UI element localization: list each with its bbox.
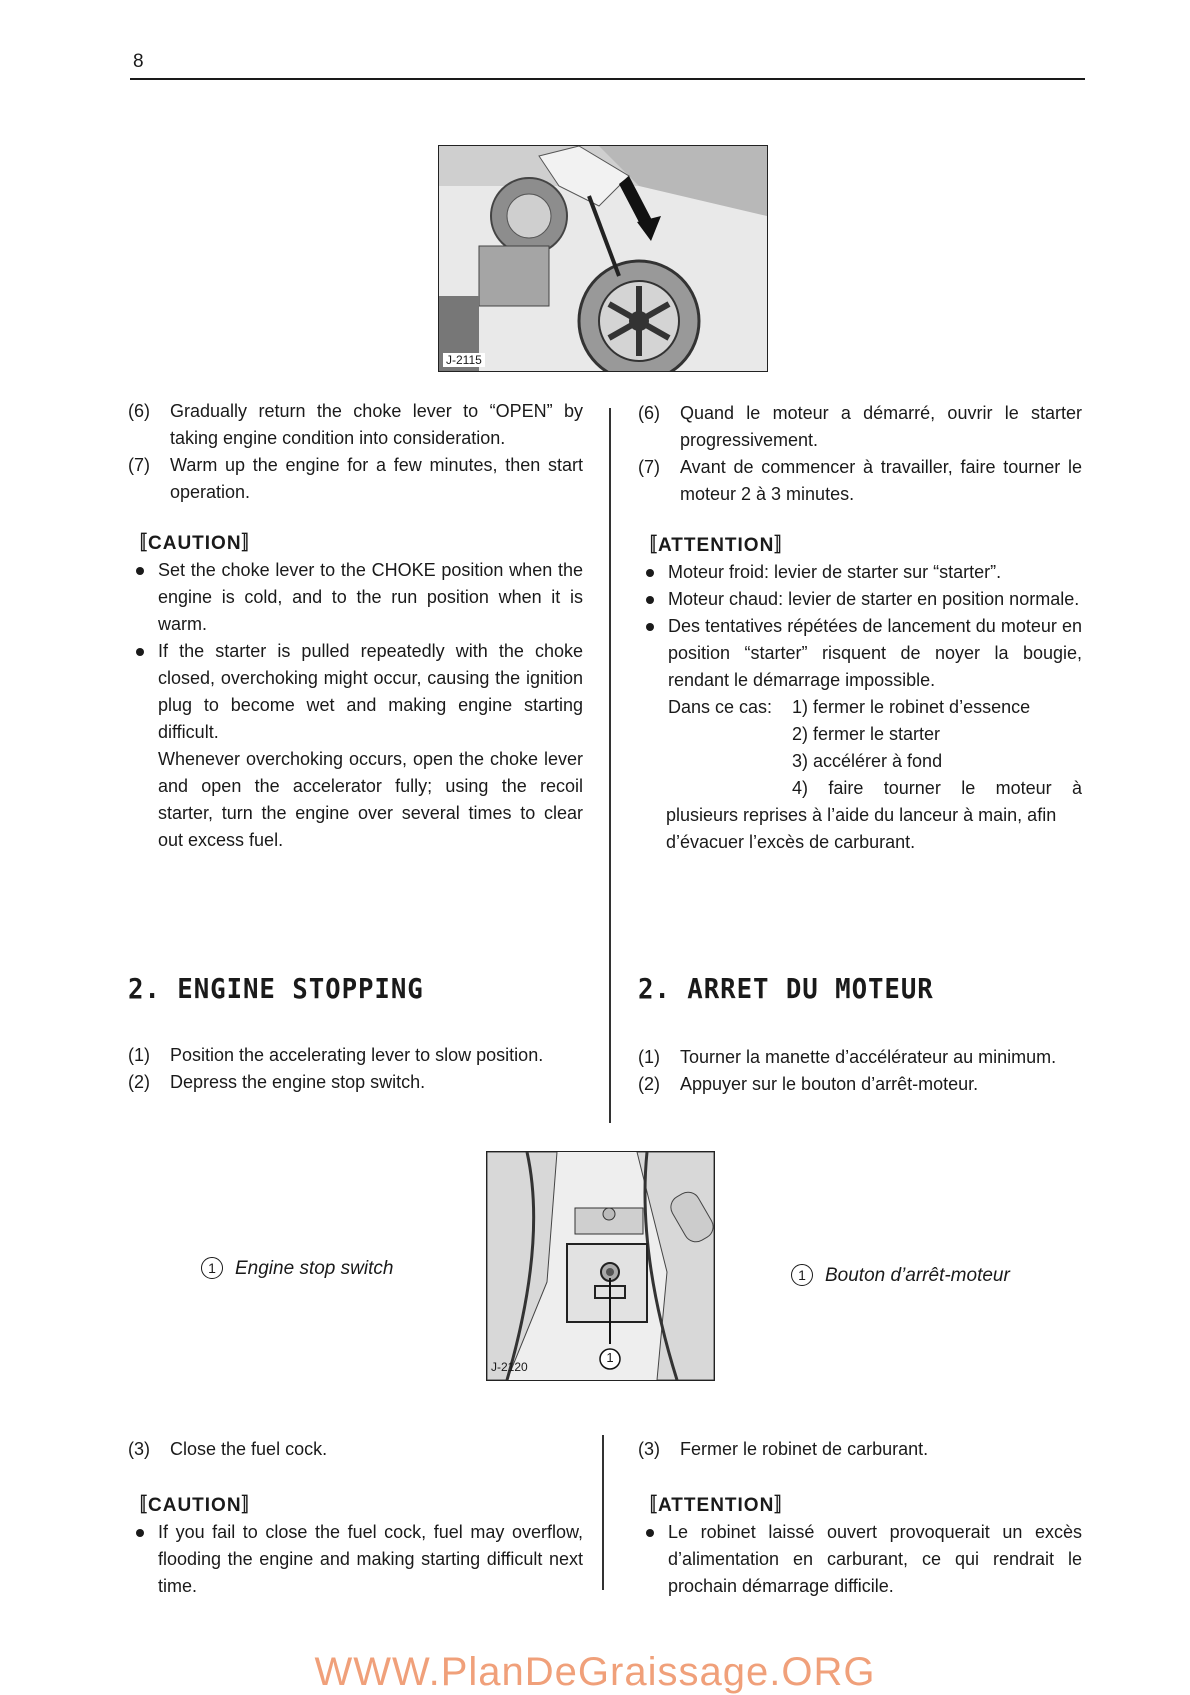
french-column-lower	[638, 1436, 1082, 1600]
caption-text: Bouton d’arrêt-moteur	[825, 1265, 1010, 1286]
engine-choke-photo	[438, 145, 768, 372]
step-text: Appuyer sur le bouton d’arrêt-moteur.	[680, 1074, 979, 1094]
step-number: (7)	[128, 455, 150, 475]
english-column-upper	[128, 398, 583, 854]
step-number: (3)	[638, 1439, 660, 1459]
caution-heading: 〚CAUTION〛	[128, 533, 262, 554]
caption-en	[201, 1257, 393, 1280]
step-text: Fermer le robinet de carburant.	[680, 1439, 929, 1459]
engine-stop-switch-photo	[486, 1151, 715, 1381]
case-item: 3) accélérer à fond	[792, 751, 943, 771]
step-number: (2)	[638, 1074, 660, 1094]
step-text: Quand le moteur a démarré, ouvrir le starter progressivement.	[680, 403, 1082, 450]
step-number: (6)	[128, 401, 150, 421]
attention-bullet: Moteur chaud: levier de starter en position normale.	[638, 586, 1082, 613]
english-column-lower	[128, 1436, 583, 1600]
caution-paragraph: Whenever overchoking occurs, open the choke lever and open the accelerator fully; using the recoil starter, turn the engine over several times to clear out excess fuel.	[158, 749, 583, 850]
step-item	[638, 1044, 1082, 1071]
attention-heading: 〚ATTENTION〛	[638, 1495, 795, 1516]
french-steps-stopping	[638, 1044, 1082, 1098]
english-steps-stopping	[128, 1042, 583, 1096]
caption-fr	[791, 1264, 1010, 1287]
step-text: Depress the engine stop switch.	[170, 1072, 426, 1092]
step-item	[128, 1042, 583, 1069]
callout-marker: 1	[201, 1257, 223, 1279]
attention-bullet: Le robinet laissé ouvert provoquerait un excès d’alimentation en carburant, ce qui rendrait le prochain démarrage difficile.	[638, 1519, 1082, 1600]
step-item	[638, 400, 1082, 454]
caption-text: Engine stop switch	[235, 1258, 394, 1279]
figure-label: J-2115	[443, 353, 485, 367]
column-divider	[602, 1435, 604, 1590]
step-text: Close the fuel cock.	[170, 1439, 328, 1459]
step-text: Position the accelerating lever to slow position.	[170, 1045, 544, 1065]
step-item	[128, 398, 583, 452]
caution-bullet: If you fail to close the fuel cock, fuel may overflow, flooding the engine and making starting difficult next time.	[128, 1519, 583, 1600]
step-item	[128, 1069, 583, 1096]
case-tail: plusieurs reprises à l’aide du lanceur à main, afin d’évacuer l’excès de carburant.	[666, 805, 1057, 852]
step-number: (1)	[128, 1045, 150, 1065]
case-item: 1) fermer le robinet d’essence	[792, 697, 1031, 717]
step-number: (7)	[638, 457, 660, 477]
step-text: Avant de commencer à travailler, faire tourner le moteur 2 à 3 minutes.	[680, 457, 1082, 504]
caution-bullet: Set the choke lever to the CHOKE position when the engine is cold, and to the run position when it is warm.	[128, 557, 583, 638]
case-list	[668, 694, 1082, 802]
page-number: 8	[133, 51, 144, 72]
case-intro: Dans ce cas:	[668, 697, 773, 717]
attention-bullet: Des tentatives répétées de lancement du moteur en position “starter” risquent de noyer la bougie, rendant le démarrage impossible.	[638, 613, 1082, 694]
step-item	[638, 1436, 1082, 1463]
attention-bullet: Moteur froid: levier de starter sur “starter”.	[638, 559, 1082, 586]
callout-marker: 1	[791, 1264, 813, 1286]
watermark-text: WWW.PlanDeGraissage.ORG	[314, 1650, 876, 1694]
step-number: (3)	[128, 1439, 150, 1459]
step-number: (6)	[638, 403, 660, 423]
caution-bullet: If the starter is pulled repeatedly with the choke closed, overchoking might occur, causing the ignition plug to become wet and making engine starting difficult.	[128, 638, 583, 746]
caution-heading: 〚CAUTION〛	[128, 1495, 262, 1516]
step-number: (1)	[638, 1047, 660, 1067]
french-column-upper	[638, 400, 1082, 856]
case-item: 4) faire tourner le moteur à	[792, 778, 1082, 798]
attention-heading: 〚ATTENTION〛	[638, 535, 795, 556]
step-text: Warm up the engine for a few minutes, then start operation.	[170, 455, 583, 502]
figure-label: J-2120	[491, 1360, 528, 1374]
section-title-fr: 2. ARRET DU MOTEUR	[638, 972, 934, 1005]
header-rule	[130, 78, 1085, 80]
column-divider	[609, 408, 611, 1123]
step-item	[128, 1436, 583, 1463]
step-text: Tourner la manette d’accélérateur au minimum.	[680, 1047, 1057, 1067]
step-item	[638, 1071, 1082, 1098]
case-item: 2) fermer le starter	[792, 724, 941, 744]
section-title-en: 2. ENGINE STOPPING	[128, 972, 424, 1005]
step-text: Gradually return the choke lever to “OPEN” by taking engine condition into consideration.	[170, 401, 583, 448]
step-item	[638, 454, 1082, 508]
callout-number: 1	[606, 1350, 614, 1365]
step-item	[128, 452, 583, 506]
step-number: (2)	[128, 1072, 150, 1092]
